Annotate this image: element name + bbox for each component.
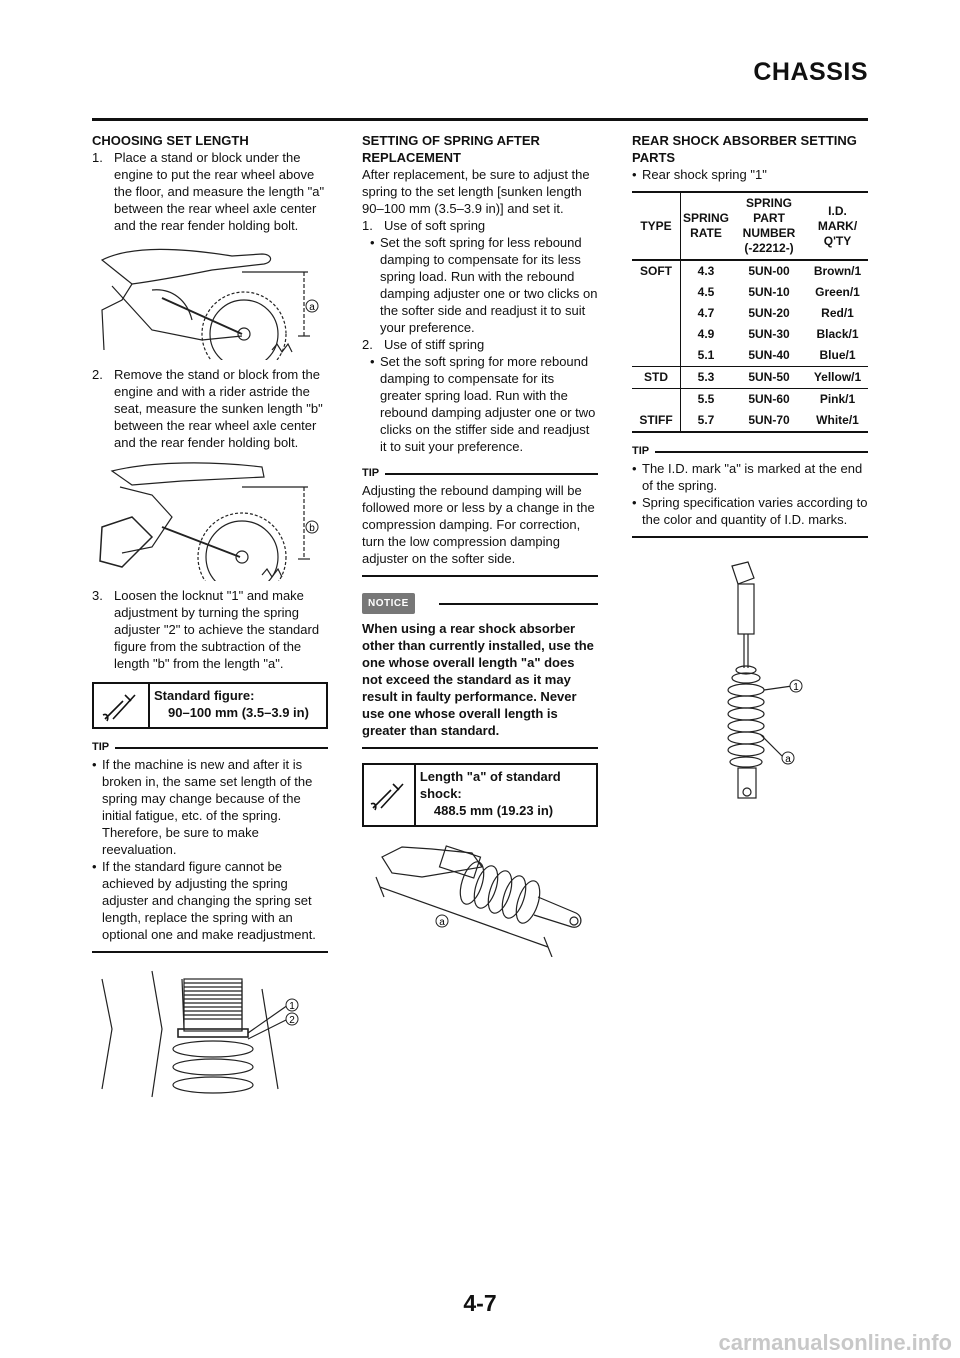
tip-text: If the standard figure cannot be achieved by adjusting the spring adjuster and changing the spring set length, replace the spring with an optional one and make readjustment. xyxy=(102,859,316,942)
step-number: 1. xyxy=(362,218,373,233)
section-heading: REAR SHOCK ABSORBER SETTING PARTS xyxy=(632,133,857,165)
figure-rear-wheel-loaded xyxy=(92,457,328,581)
step-text: Place a stand or block under the engine to put the rear wheel above the floor, and measure the length "a" between the rear wheel axle center and the rear fender holding bolt. xyxy=(114,150,325,233)
bullet-text: Set the soft spring for more rebound damping to compensate for its greater spring load. Run with the rebound damping adjuster one or two clicks on the stiffer side and readjust it to suit your preference. xyxy=(380,354,596,454)
figure-rear-shock-spring xyxy=(632,558,868,818)
figure-shock-absorber-length xyxy=(362,837,598,957)
figure-label-2: 2 xyxy=(289,1015,295,1026)
step-text: Loosen the locknut "1" and make adjustment by turning the spring adjuster "2" to achieve the standard figure from the subtraction of the length "b" from the length "a". xyxy=(114,588,320,671)
table-row: 5.5 5UN-60 Pink/1 xyxy=(632,389,868,411)
tip-header xyxy=(362,465,598,482)
step-1 xyxy=(362,217,598,234)
section-heading: CHOOSING SET LENGTH xyxy=(92,133,249,148)
tip-item: • If the standard figure cannot be achieved by adjusting the spring adjuster and changing the spring set length, replace the spring with an optional one and make readjustment. xyxy=(92,858,328,943)
tip-end-rule xyxy=(632,536,868,538)
table-header: I.D. MARK/ Q'TY xyxy=(807,192,868,260)
figure-spring-adjuster xyxy=(92,969,328,1099)
spec-text xyxy=(416,765,596,825)
table-header: TYPE xyxy=(632,192,681,260)
tip-end-rule xyxy=(92,951,328,953)
tip-text: Adjusting the rebound damping will be followed more or less by a change in the compression damping. For correction, turn the low compression damping adjuster on the softer side. xyxy=(362,483,595,566)
bullet-item: • Rear shock spring "1" xyxy=(632,167,767,182)
page-number: 4-7 xyxy=(463,1290,497,1316)
step-title: Use of stiff spring xyxy=(384,337,485,352)
tip-label: TIP xyxy=(362,467,380,479)
figure-label-b: b xyxy=(309,523,315,534)
step-number: 3. xyxy=(92,588,103,603)
bullet-text: Rear shock spring "1" xyxy=(642,167,767,182)
step-title: Use of soft spring xyxy=(384,218,486,233)
step-3 xyxy=(92,587,328,672)
title-rule xyxy=(92,118,868,121)
spec-label: Length "a" of standard shock: xyxy=(419,769,561,801)
tip-end-rule xyxy=(362,575,598,577)
spec-box-standard-shock-length xyxy=(362,763,598,827)
spec-label: Standard figure: xyxy=(154,688,255,703)
tip-item: • If the machine is new and after it is broken in, the same set length of the spring may change because of the initial fatigue, etc. of the spring. Therefore, be sure to make reevaluation. xyxy=(92,756,328,858)
bullet-text: Set the soft spring for less rebound damping to compensate for its less spring load. Run with the rebound damping adjuster one or two clicks on the softer side and readjust it to suit your preference. xyxy=(380,235,598,335)
page-title: CHASSIS xyxy=(753,58,868,86)
column-setting-of-spring xyxy=(362,132,598,963)
figure-label-a: a xyxy=(309,302,315,313)
step-number: 2. xyxy=(362,337,373,352)
tip-text: The I.D. mark "a" is marked at the end of the spring. xyxy=(642,461,863,493)
column-rear-shock-parts xyxy=(632,132,868,824)
step-2-bullet: • Set the soft spring for more rebound damping to compensate for its greater spring load. Run with the rebound damping adjuster one or two clicks on the stiffer side and readjust it to suit your preference. xyxy=(362,353,598,455)
figure-label-a: a xyxy=(439,917,445,928)
notice-header xyxy=(362,593,598,614)
intro-text: After replacement, be sure to adjust the spring to the set length [sunken length 90–100 mm (3.5–3.9 in)] and set it. xyxy=(362,167,590,216)
column-choosing-set-length xyxy=(92,132,328,1105)
spec-value: 90–100 mm (3.5–3.9 in) xyxy=(168,705,309,720)
spring-table xyxy=(632,191,868,433)
table-row: 4.9 5UN-30 Black/1 xyxy=(632,324,868,345)
tip-text: If the machine is new and after it is broken in, the same set length of the spring may change because of the initial fatigue, etc. of the spring. Therefore, be sure to make reevaluation. xyxy=(102,757,313,857)
step-number: 2. xyxy=(92,367,103,382)
spec-box-standard-figure xyxy=(92,682,328,729)
notice-badge: NOTICE xyxy=(362,593,415,614)
table-row: STD 5.3 5UN-50 Yellow/1 xyxy=(632,367,868,389)
spec-text xyxy=(150,684,313,727)
step-number: 1. xyxy=(92,150,103,165)
figure-rear-wheel-unloaded xyxy=(92,240,328,360)
step-1-bullet: • Set the soft spring for less rebound damping to compensate for its less spring load. Run with the rebound damping adjuster one or two clicks on the softer side and readjust it to suit your preference. xyxy=(370,235,598,335)
table-row: STIFF 5.7 5UN-70 White/1 xyxy=(632,410,868,432)
tip-header xyxy=(92,739,328,756)
watermark: carmanualsonline.info xyxy=(718,1330,952,1355)
tip-header xyxy=(632,443,868,460)
wrench-icon xyxy=(94,684,150,727)
figure-label-a: a xyxy=(785,754,791,765)
table-row: 4.7 5UN-20 Red/1 xyxy=(632,303,868,324)
table-header: SPRING PART NUMBER (-22212-) xyxy=(731,192,807,260)
table-row: 5.1 5UN-40 Blue/1 xyxy=(632,345,868,367)
tip-text: Spring specification varies according to the color and quantity of I.D. marks. xyxy=(642,495,868,527)
step-2 xyxy=(92,366,328,451)
section-heading: SETTING OF SPRING AFTER REPLACEMENT xyxy=(362,133,540,165)
table-header: SPRING RATE xyxy=(681,192,732,260)
table-row: 4.5 5UN-10 Green/1 xyxy=(632,282,868,303)
step-2 xyxy=(362,336,598,353)
notice-end-rule xyxy=(362,747,598,749)
tip-item: • Spring specification varies according to the color and quantity of I.D. marks. xyxy=(632,495,868,527)
wrench-icon xyxy=(364,765,416,825)
tip-label: TIP xyxy=(92,741,110,753)
step-text: Remove the stand or block from the engine and with a rider astride the seat, measure the sunken length "b" between the rear wheel axle center and the rear fender holding bolt. xyxy=(114,367,323,450)
notice-text: When using a rear shock absorber other than currently installed, use the one whose overall length "a" does not exceed the standard as it may result in faulty performance. Never use one whose overall length is greater than standard. xyxy=(362,621,594,738)
tip-label: TIP xyxy=(632,445,650,457)
tip-item: • The I.D. mark "a" is marked at the end of the spring. xyxy=(632,460,868,494)
spec-value: 488.5 mm (19.23 in) xyxy=(433,803,554,818)
table-row: SOFT 4.3 5UN-00 Brown/1 xyxy=(632,260,868,282)
figure-label-1: 1 xyxy=(289,1001,295,1012)
figure-label-1: 1 xyxy=(793,682,799,693)
step-1 xyxy=(92,149,328,234)
